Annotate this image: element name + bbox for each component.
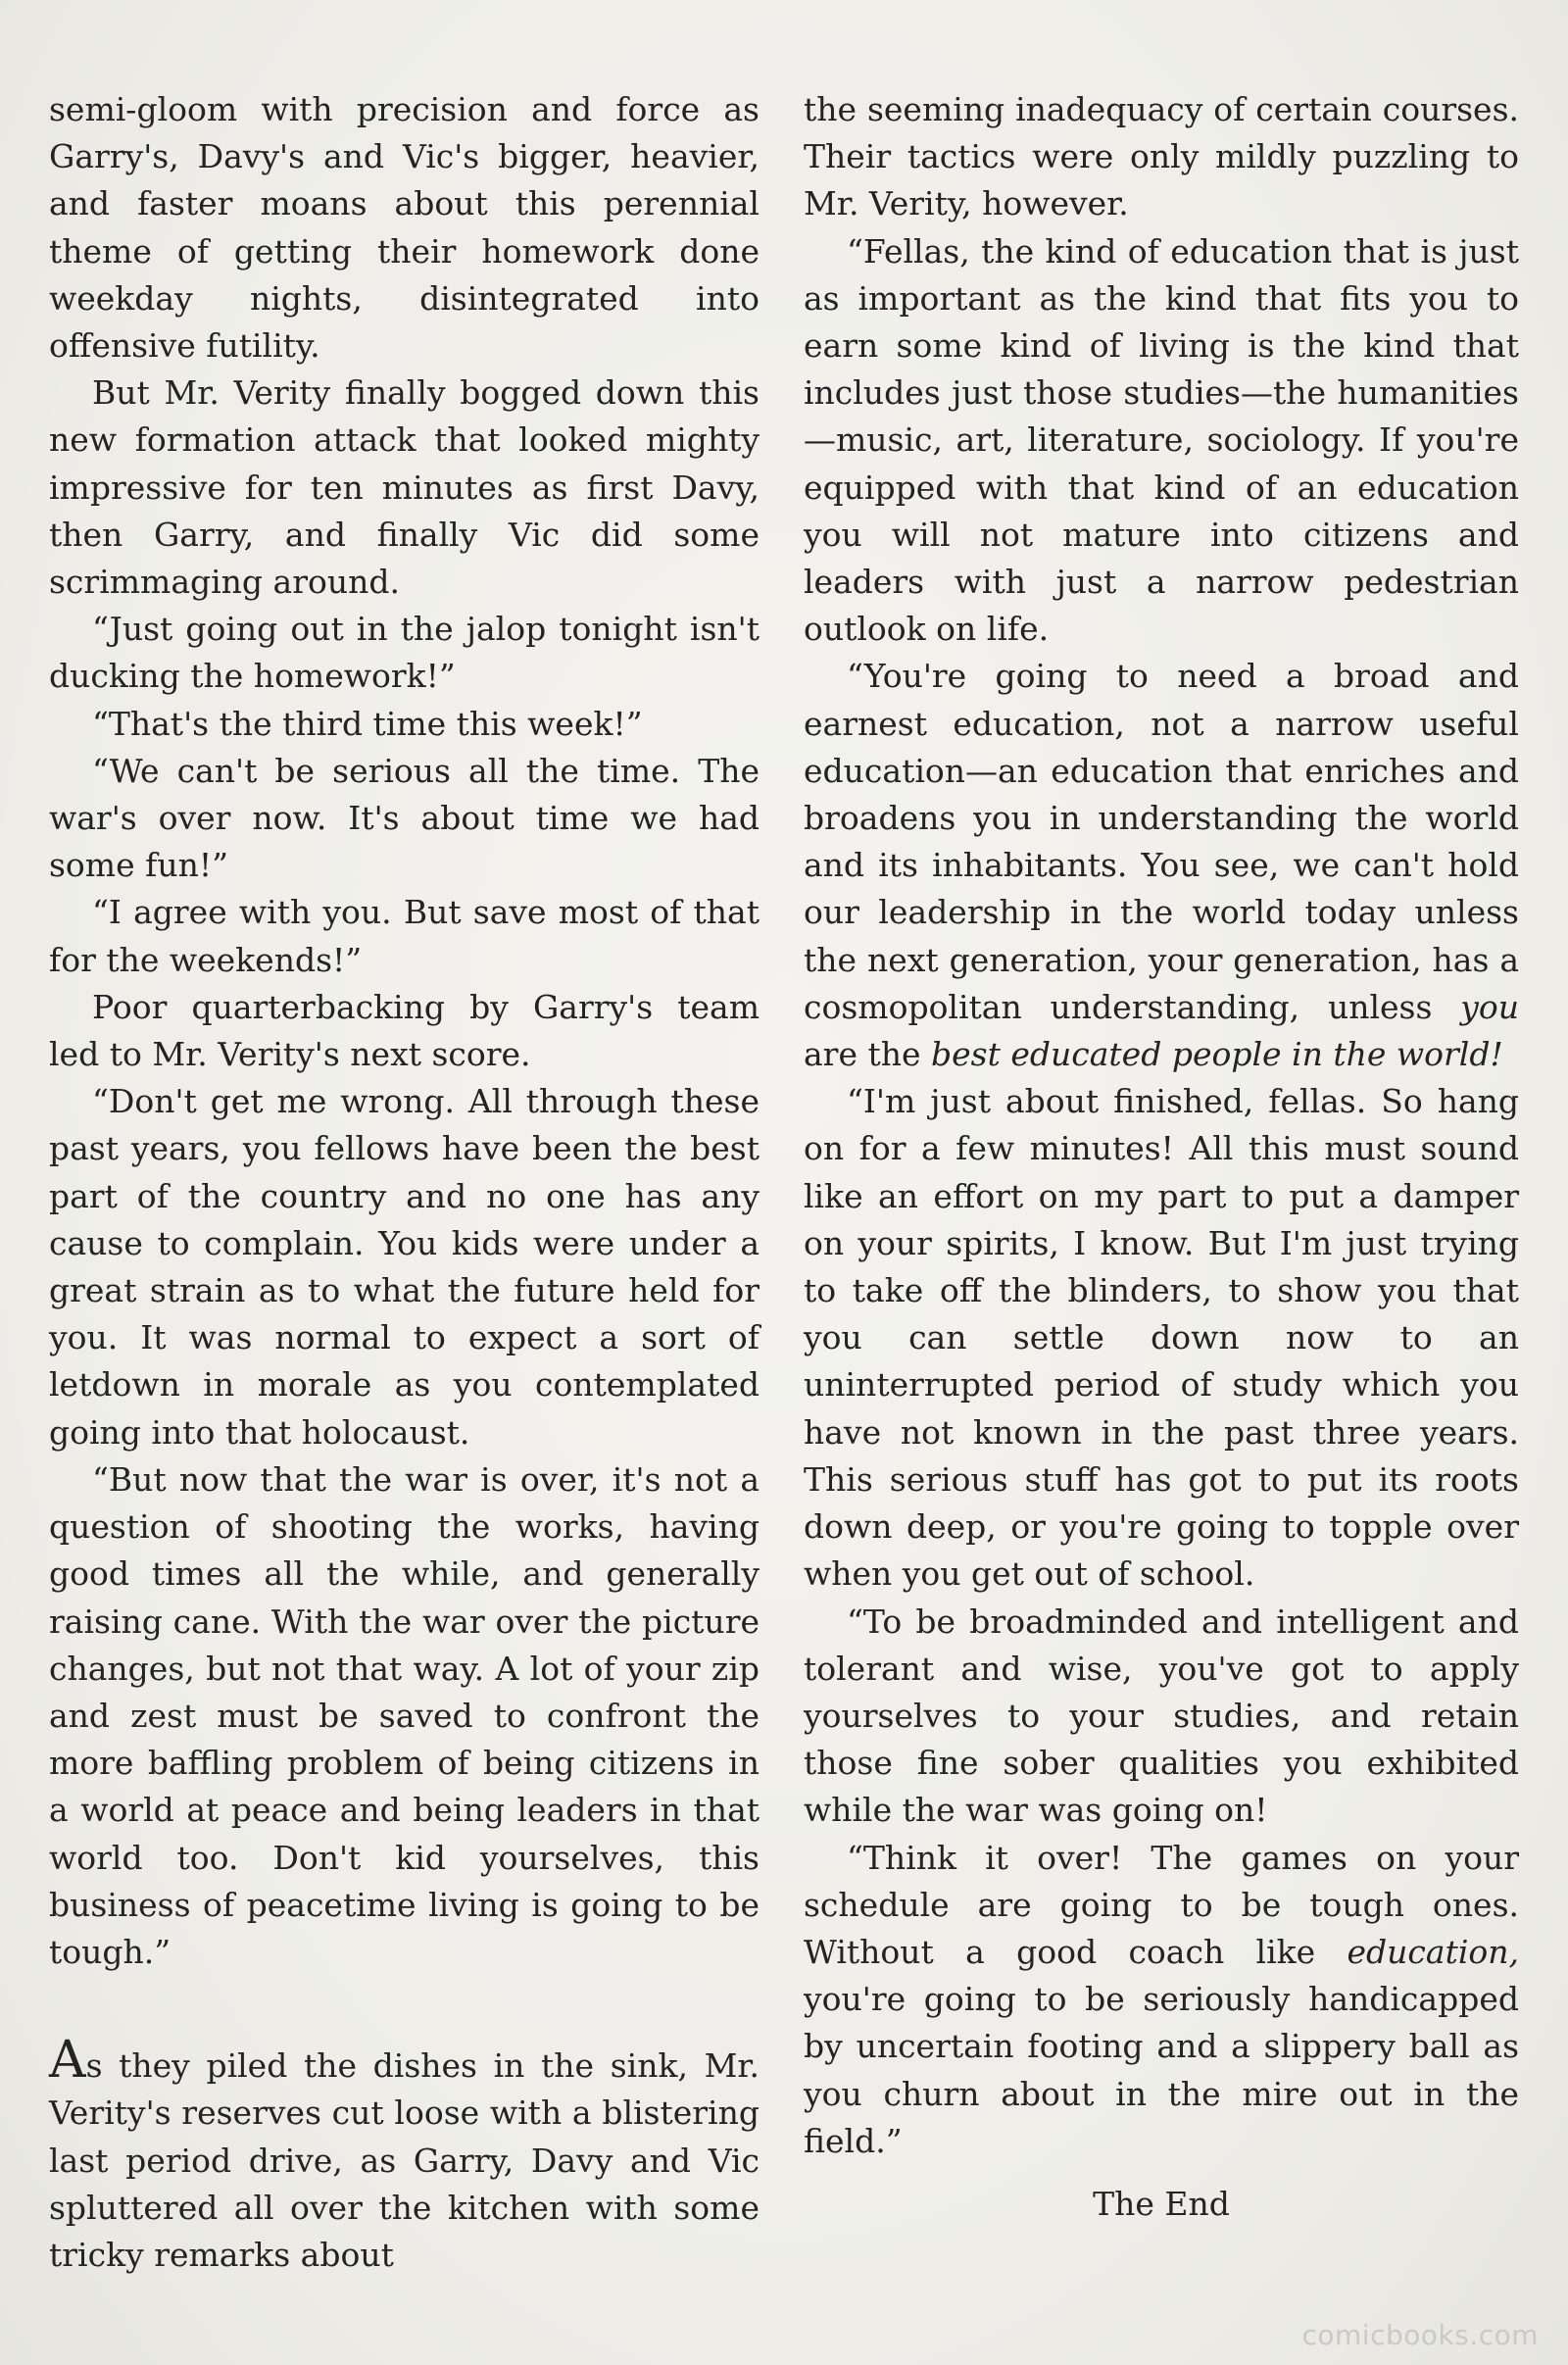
emphasis-text: best educated people in the world! (931, 1035, 1503, 1074)
paragraph (804, 1835, 1519, 2165)
paragraph: the seeming inadequacy of certain courses. Their tactics were only mildly puzzling to Mr. Verity, however. (804, 90, 1519, 223)
paragraph (804, 653, 1519, 1078)
emphasis-text: you (1460, 987, 1519, 1026)
paragraph-text: you're going to be seriously handicapped by uncertain footing and a slippery ball as you churn about in the mire out in the field.” (804, 1980, 1519, 2160)
paragraph: “Don't get me wrong. All through these past years, you fellows have been the best part of the country and no one has any cause to complain. You kids were under a great strain as to what the future held for you. It was normal to expect a sort of letdown in morale as you contemplated going into that holocaust. (49, 1082, 760, 1452)
paragraph: “Just going out in the jalop tonight isn't ducking the homework!” (49, 610, 760, 696)
paragraph: “We can't be serious all the time. The war's over now. It's about time we had some fun!” (49, 751, 760, 885)
paragraph: semi-gloom with precision and force as Garry's, Davy's and Vic's bigger, heavier, and faster moans about this perennial theme of getting their homework done weekday nights, disintegrated into offensive futility. (49, 90, 760, 366)
section-paragraph (49, 2031, 760, 2279)
paragraph: Poor quarterbacking by Garry's team led to Mr. Verity's next score. (49, 987, 760, 1074)
paragraph: “I'm just about finished, fellas. So hang on for a few minutes! All this must sound like an effort on my part to put a damper on your spirits, I know. But I'm just trying to take off the blinders, to show you that you can settle down now to an uninterrupted period of study which you have not known in the past three years. This serious stuff has got to put its roots down deep, or you're going to topple over when you get out of school. (804, 1082, 1519, 1594)
paragraph-text: are the (804, 1035, 932, 1074)
paragraph: But Mr. Verity finally bogged down this new formation attack that looked mighty impressive for ten minutes as first Davy, then Garry, and finally Vic did some scrimmaging around. (49, 373, 760, 602)
paragraph-text: “Think it over! The games on your schedule are going to be tough ones. Without a good coach like (804, 1838, 1519, 1971)
emphasis-text: education, (1347, 1932, 1519, 1971)
paragraph: “Fellas, the kind of education that is just as important as the kind that fits you to earn some kind of living is the kind that includes just those studies—the humanities—music, art, literature, sociology. If you're equipped with that kind of an education you will not mature into citizens and leaders with just a narrow pedestrian outlook on life. (804, 231, 1519, 649)
paragraph: “But now that the war is over, it's not a question of shooting the works, having good times all the while, and generally raising cane. With the war over the picture changes, but not that way. A lot of your zip and zest must be saved to confront the more baffling problem of being citizens in a world at peace and being leaders in that world too. Don't kid yourselves, this business of peacetime living is going to be tough.” (49, 1459, 760, 1971)
watermark: comicbooks.com (1301, 2319, 1539, 2351)
right-column (804, 86, 1519, 2228)
the-end-label: The End (1093, 2184, 1230, 2223)
paragraph-text: “You're going to need a broad and earnest education, not a narrow useful education—an education that enriches and broadens you in understanding the world and its inhabitants. You see, we can't hold our leadership in the world today unless the next generation, your generation, has a cosmopolitan understanding, unless (804, 657, 1519, 1026)
drop-cap: A (49, 2031, 86, 2091)
left-column (49, 86, 760, 2279)
paragraph: “To be broadminded and intelligent and tolerant and wise, you've got to apply yourselves to your studies, and retain those fine sober qualities you exhibited while the war was going on! (804, 1601, 1519, 1830)
paragraph: “That's the third time this week!” (92, 704, 643, 743)
paragraph-text: s they piled the dishes in the sink, Mr. Verity's reserves cut loose with a blistering last period drive, as Garry, Davy and Vic spluttered all over the kitchen with some tricky remarks about (49, 2046, 760, 2274)
paragraph: “I agree with you. But save most of that for the weekends!” (49, 893, 760, 979)
